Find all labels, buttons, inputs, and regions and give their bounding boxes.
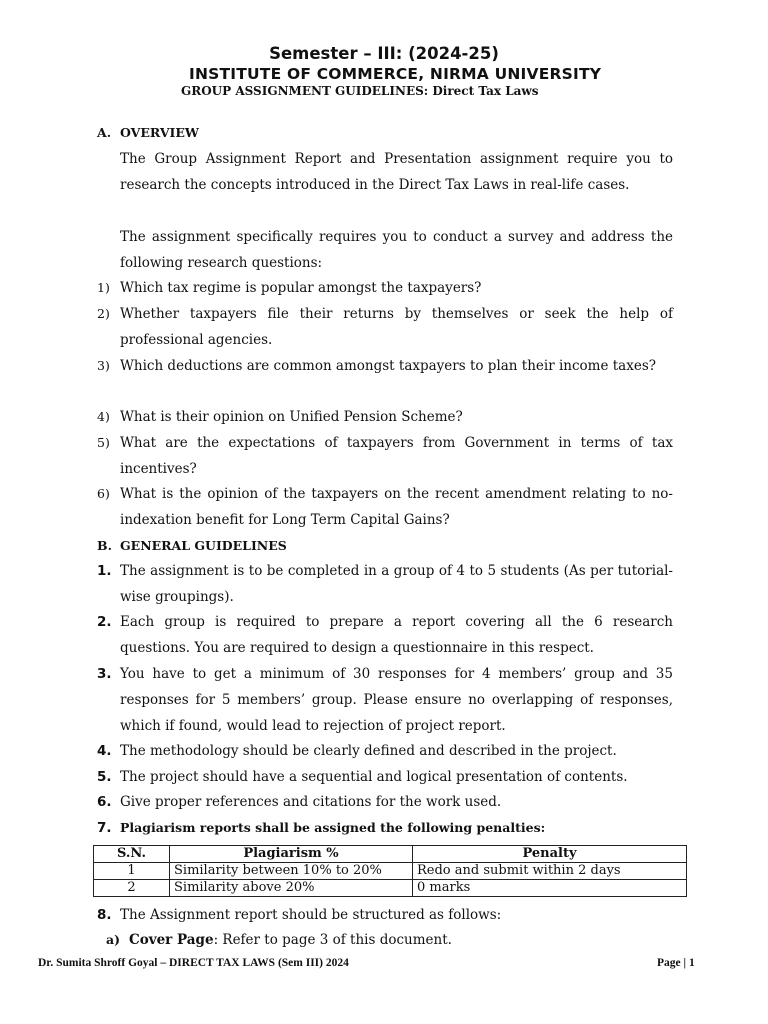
question-number: 3) (97, 358, 110, 373)
guideline-item (97, 815, 673, 841)
guideline-number: 5. (97, 769, 112, 785)
question-text: Which deductions are common amongst taxpayers to plan their income taxes? (120, 358, 656, 374)
guidelines-heading (97, 538, 287, 553)
guideline-text: The project should have a sequential and logical presentation of contents. (120, 769, 628, 785)
guideline-text: The Assignment report should be structured as follows: (120, 907, 502, 923)
question-item (97, 275, 673, 301)
question-item (97, 301, 673, 353)
question-item (97, 481, 673, 533)
sub-item-rest: : Refer to page 3 of this document. (213, 932, 452, 948)
table-cell: 1 (94, 863, 170, 880)
footer-separator: | (683, 957, 687, 969)
guideline-text: Plagiarism reports shall be assigned the following penalties: (120, 820, 546, 835)
table-header-penalty: Penalty (413, 846, 687, 863)
question-text: Which tax regime is popular amongst the taxpayers? (120, 280, 482, 296)
overview-heading-text: OVERVIEW (120, 125, 199, 140)
table-row (94, 880, 687, 897)
sub-item-text (129, 927, 682, 953)
overview-paragraph-1: The Group Assignment Report and Presentation assignment require you to research the concepts introduced in the Direct Tax Laws in real-life cases. (120, 151, 673, 193)
table-cell: Similarity between 10% to 20% (170, 863, 413, 880)
table-header-plagiarism: Plagiarism % (170, 846, 413, 863)
question-number: 5) (97, 435, 110, 450)
guideline-number: 1. (97, 563, 112, 579)
semester-title: Semester – III: (2024-25) (269, 44, 499, 63)
guideline-text: The methodology should be clearly defined and described in the project. (120, 743, 617, 759)
footer-author: Dr. Sumita Shroff Goyal – DIRECT TAX LAWS (Sem III) 2024 (38, 957, 349, 969)
question-number: 4) (97, 409, 110, 424)
guideline-number: 7. (97, 820, 112, 836)
question-item (97, 404, 673, 430)
table-cell: 2 (94, 880, 170, 897)
table-row (94, 863, 687, 880)
guideline-number: 3. (97, 666, 112, 682)
guideline-number: 4. (97, 743, 112, 759)
table-cell: Similarity above 20% (170, 880, 413, 897)
guideline-item (97, 789, 673, 815)
question-text: What is their opinion on Unified Pension Scheme? (120, 409, 463, 425)
guideline-number: 8. (97, 907, 112, 923)
guideline-number: 6. (97, 794, 112, 810)
question-number: 6) (97, 486, 110, 501)
question-text: Whether taxpayers file their returns by themselves or seek the help of professional agencies. (120, 306, 673, 348)
question-item (97, 353, 673, 379)
sub-item-label: a) (106, 932, 121, 947)
guidelines-letter: B. (97, 538, 112, 553)
question-text: What are the expectations of taxpayers from Government in terms of tax incentives? (120, 435, 673, 477)
footer-page-label: Page (657, 957, 681, 969)
guideline-text: Each group is required to prepare a report covering all the 6 research questions. You are required to design a questionnaire in this respect. (120, 614, 673, 656)
guideline-number: 2. (97, 614, 112, 630)
table-cell: Redo and submit within 2 days (413, 863, 687, 880)
structure-sub-item (106, 927, 682, 953)
question-number: 1) (97, 280, 110, 295)
guideline-item (97, 738, 673, 764)
guideline-item (97, 558, 673, 610)
plagiarism-penalty-table (93, 845, 687, 897)
document-subtitle: GROUP ASSIGNMENT GUIDELINES: Direct Tax Laws (181, 84, 539, 98)
sub-item-bold: Cover Page (129, 932, 214, 948)
guideline-item (97, 902, 673, 928)
overview-letter: A. (97, 125, 112, 140)
overview-paragraph-2: The assignment specifically requires you to conduct a survey and address the following research questions: (120, 229, 673, 271)
guideline-item (97, 764, 673, 790)
guideline-text: The assignment is to be completed in a group of 4 to 5 students (As per tutorial-wise groupings). (120, 563, 673, 605)
table-header-sn: S.N. (94, 846, 170, 863)
guidelines-heading-text: GENERAL GUIDELINES (120, 538, 287, 553)
guideline-item (97, 661, 673, 739)
guideline-item (97, 609, 673, 661)
question-item (97, 430, 673, 482)
table-cell: 0 marks (413, 880, 687, 897)
institute-title: INSTITUTE OF COMMERCE, NIRMA UNIVERSITY (189, 65, 602, 83)
overview-heading (97, 125, 199, 140)
footer-page-number (657, 957, 695, 969)
guideline-text: Give proper references and citations for the work used. (120, 794, 502, 810)
guideline-text: You have to get a minimum of 30 responses for 4 members’ group and 35 responses for 5 members’ group. Please ensure no overlapping of responses, which if found, would lead to rejection of project report. (120, 666, 673, 734)
table-header-row (94, 846, 687, 863)
question-number: 2) (97, 306, 110, 321)
question-text: What is the opinion of the taxpayers on the recent amendment relating to no-indexation benefit for Long Term Capital Gains? (120, 486, 673, 528)
footer-page-value: 1 (688, 957, 695, 969)
